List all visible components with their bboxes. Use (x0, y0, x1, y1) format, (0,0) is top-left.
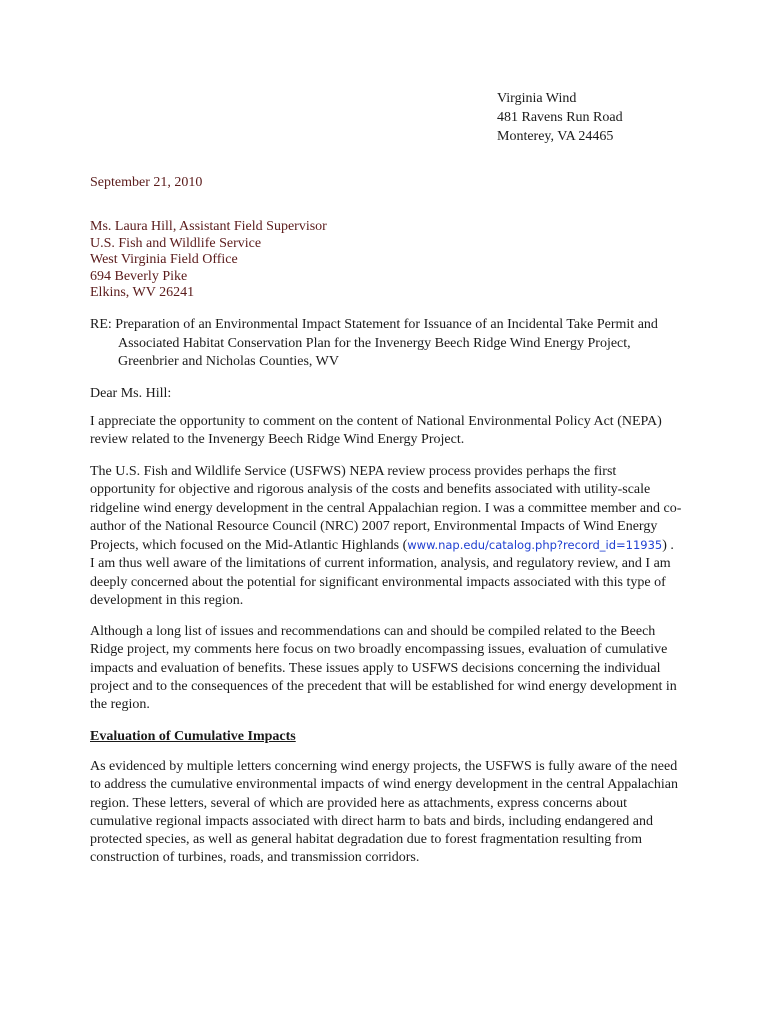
paragraph-cumulative (90, 758, 690, 868)
paragraph-line: I appreciate the opportunity to comment on the content of National Environmental Policy Act (NEPA) (90, 414, 662, 429)
salutation: Dear Ms. Hill: (90, 386, 172, 401)
paragraph-intro (90, 413, 690, 450)
paragraph-background (90, 463, 690, 610)
recipient-address (90, 219, 327, 302)
paragraph-line: protected species, as well as general habitat degradation due to forest fragmentation resulting from (90, 832, 643, 848)
nrc-report-link[interactable]: www.nap.edu/catalog.php?record_id=11935 (407, 538, 663, 553)
paragraph-line: Although a long list of issues and recommendations can and should be compiled related to the Beech (90, 624, 656, 639)
paragraph-line: deeply concerned about the potential for significant environmental impacts associated with this type of (90, 574, 666, 590)
paragraph-line: author of the National Resource Council (NRC) 2007 report, Environmental Impacts of Wind Energy (90, 518, 658, 534)
recipient-line: Elkins, WV 26241 (90, 285, 195, 300)
paragraph-text: ) . (662, 538, 674, 554)
paragraph-line: Ridge project, my comments here focus on two broadly encompassing issues, evaluation of cumulative (90, 642, 668, 658)
recipient-line: U.S. Fish and Wildlife Service (90, 235, 262, 251)
paragraph-line: I am thus well aware of the limitations of current information, analysis, and regulatory review, and I am (90, 556, 671, 572)
paragraph-line-with-link (90, 536, 690, 555)
paragraph-line: the region. (90, 697, 150, 713)
paragraph-scope (90, 623, 690, 714)
paragraph-line: opportunity for objective and rigorous analysis of the costs and benefits associated with utility-scale (90, 482, 651, 498)
paragraph-line: impacts and evaluation of benefits. These issues apply to USFWS decisions concerning the individual (90, 660, 661, 676)
paragraph-text: Projects, which focused on the Mid-Atlantic Highlands ( (90, 538, 408, 554)
sender-street: 481 Ravens Run Road (497, 110, 623, 125)
subject-text: Greenbrier and Nicholas Counties, WV (118, 354, 339, 369)
recipient-line: Ms. Laura Hill, Assistant Field Supervisor (90, 219, 327, 234)
paragraph-line: ridgeline wind energy development in the central Appalachian region. I was a committee member and co- (90, 500, 682, 516)
subject-text: RE: Preparation of an Environmental Impact Statement for Issuance of an Incidental Take Permit and (90, 317, 658, 332)
section-heading: Evaluation of Cumulative Impacts (90, 729, 296, 744)
paragraph-line: review related to the Invenergy Beech Ridge Wind Energy Project. (90, 432, 465, 448)
recipient-line: West Virginia Field Office (90, 252, 238, 267)
sender-city: Monterey, VA 24465 (497, 129, 614, 144)
paragraph-line: cumulative regional impacts associated with direct harm to bats and birds, including endangered and (90, 813, 653, 829)
paragraph-line: The U.S. Fish and Wildlife Service (USFWS) NEPA review process provides perhaps the first (90, 464, 617, 479)
paragraph-line: project and to the consequences of the precedent that will be established for wind energy development in (90, 678, 677, 694)
paragraph-line: region. These letters, several of which are provided here as attachments, express concerns about (90, 795, 627, 811)
sender-address (497, 89, 623, 146)
subject-text: Associated Habitat Conservation Plan for the Invenergy Beech Ridge Wind Energy Project, (118, 335, 631, 351)
paragraph-line: to address the cumulative environmental impacts of wind energy development in the central Appalachian (90, 777, 678, 793)
paragraph-line: As evidenced by multiple letters concerning wind energy projects, the USFWS is fully aware of the need (90, 759, 678, 774)
paragraph-line: development in this region. (90, 593, 244, 609)
letter-date: September 21, 2010 (90, 175, 203, 190)
subject-line (90, 316, 690, 372)
recipient-line: 694 Beverly Pike (90, 268, 188, 284)
sender-name: Virginia Wind (497, 91, 577, 106)
paragraph-line: construction of turbines, roads, and transmission corridors. (90, 850, 420, 866)
